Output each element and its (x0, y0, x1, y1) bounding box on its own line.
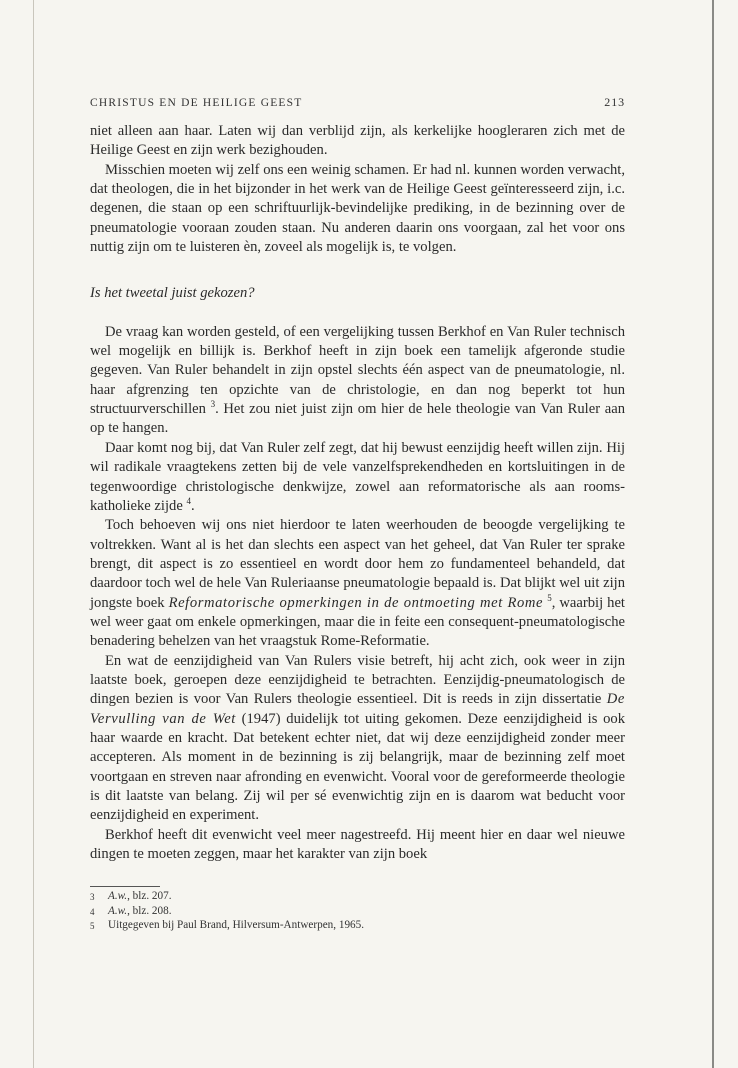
footnote-mark: 4 (90, 906, 95, 917)
paragraph-6-text-b: (1947) duidelijk tot uiting gekomen. Deze eenzijdigheid is ook haar waarde en kracht. Dat betekent echter niet, dat wij deze eenzijdigheid zonder meer accepteren. Als moment in de bezinning is zij belangrijk, maar de bezinning zelf moet voortgaan en streven naar afronding en evenwicht. Vooral voor de gereformeerde theologie is dit laatste van belang. Zij wil per sé evenwichtig zijn en is daarom wat beducht voor eenzijdigheid en experiment. (90, 710, 625, 824)
running-head (90, 95, 625, 110)
page-edge-left (33, 0, 34, 1068)
footnote-ref-5: 5 (547, 592, 552, 603)
running-head-title: CHRISTUS EN DE HEILIGE GEEST (90, 97, 303, 109)
paragraph-5-text-a: Toch behoeven wij ons niet hierdoor te laten weerhouden de beoogde vergelijking te voltrekken. Want al is het dan slechts een aspect van het geheel, dat Van Ruler ter sprake brengt, dit aspect is zo essentieel en wordt door hem zo fundamenteel behandeld, dat daardoor toch wel de hele Van Rulerіaanse pneumatologie bepaald is. Dat blijkt wel uit zijn jongste boek (90, 517, 625, 611)
footnote-text (108, 890, 172, 905)
section-heading: Is het tweetal juist gekozen? (90, 285, 255, 302)
footnote-mark: 3 (90, 892, 95, 902)
footnote-4 (90, 905, 625, 920)
paragraph-3-text: De vraag kan worden gesteld, of een vergelijking tussen Berkhof en Van Ruler technisch wel mogelijk en billijk is. Berkhof heeft in zijn boek een tamelijk afgeronde studie gegeven. Van Ruler behandelt in zijn opstel slechts één aspect van de pneumatologie, nl. haar afgrenzing ten opzichte van de christologie, en dan nog beperkt tot hun structuurverschillen (90, 323, 625, 418)
paragraph-4-text: Daar komt nog bij, dat Van Ruler zelf zegt, dat hij bewust eenzijdig heeft willen zijn. Hij wil radikale vraagtekens zetten bij de vele vanzelfsprekendheden en kortsluitingen in de tegenwoordige christologische denkwijze, zowel aan reformatorische als aan rooms-katholieke zijde (90, 439, 625, 514)
footnote-ref-4: 4 (186, 495, 191, 506)
paragraph-5 (90, 516, 625, 651)
book-title-reformatorische: Reformatorische opmerkingen in de ontmoeting met Rome (168, 594, 544, 611)
paragraph-3-end: . Het zou niet juist zijn om hier de hele theologie van Van Ruler aan op te hangen. (90, 401, 625, 437)
footnote-3 (90, 890, 625, 905)
footnote-text (108, 919, 364, 934)
paragraph-6 (90, 652, 625, 826)
page-edge-right (712, 0, 714, 1068)
paragraph-5-text-b: , waarbij het wel weer gaat om enkele opmerkingen, maar die in feite een consequent-pneumatologische benadering behelzen van het vraagstuk Rome-Reformatie. (90, 594, 625, 650)
footnote-ref: A.w. (108, 904, 128, 917)
footnote-5 (90, 919, 625, 934)
book-title-vervulling: De Vervulling van de Wet (90, 691, 625, 727)
footnote-body: Uitgegeven bij Paul Brand, Hilversum-Antwerpen, 1965. (108, 919, 365, 931)
footnote-text (108, 905, 172, 920)
footnotes (90, 886, 625, 934)
body-text (90, 122, 625, 864)
paragraph-3 (90, 323, 625, 439)
paragraph-6-text-a: En wat de eenzijdigheid van Van Rulers visie betreft, hij acht zich, ook weer in zijn laatste boek, geroepen deze eenzijdigheid te betrachten. Eenzijdig-pneumatologisch de dingen bezien is voor Van Rulers theologie essentieel. Dit is reeds in zijn dissertatie (90, 652, 625, 708)
footnote-body: , blz. 207. (127, 890, 172, 902)
paragraph-7: Berkhof heeft dit evenwicht veel meer nagestreefd. Hij meent hier en daar wel nieuwe dingen te moeten zeggen, maar het karakter van zijn boek (90, 826, 625, 863)
page-number: 213 (604, 95, 625, 109)
paragraph-1: niet alleen aan haar. Laten wij dan verblijd zijn, als kerkelijke hoogleraren zich met de Heilige Geest en zijn werk bezighouden. (90, 123, 625, 159)
footnote-body: , blz. 208. (127, 904, 172, 917)
paragraph-4 (90, 439, 625, 516)
paragraph-2: Misschien moeten wij zelf ons een weinig schamen. Er had nl. kunnen worden verwacht, dat theologen, die in het bijzonder in het werk van de Heilige Geest geïnteresseerd zijn, i.c. degenen, die staan op een schriftuurlijk-bevindelijke prediking, in de bezinning over de pneumatologie vooraan zouden staan. Nu anderen daarin ons voorgaan, zal het voor ons nuttig zijn om te luisteren èn, zoveel als mogelijk is, te volgen. (90, 161, 625, 256)
footnote-ref: A.w. (108, 890, 128, 902)
paragraph-4-end: . (190, 497, 195, 514)
footnote-ref-3: 3 (210, 399, 216, 410)
footnote-mark: 5 (90, 921, 95, 931)
footnote-rule (90, 886, 160, 887)
